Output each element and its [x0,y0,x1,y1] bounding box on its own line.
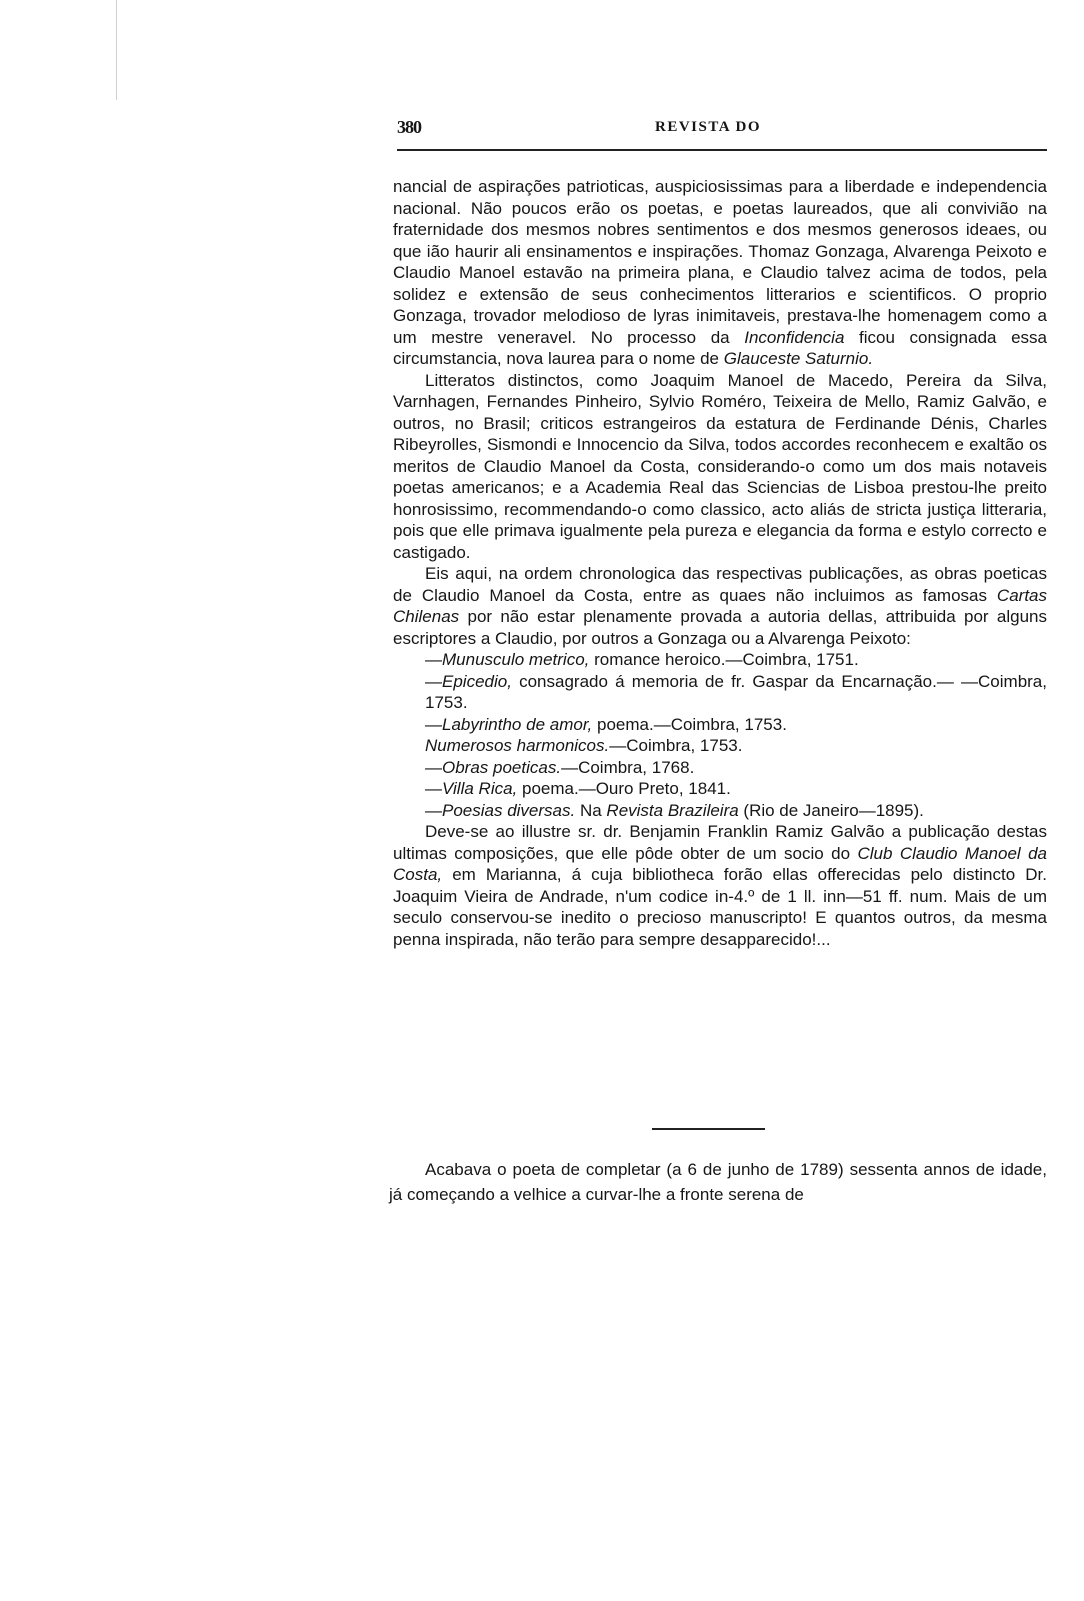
paragraph-1 [393,176,1047,370]
works-list-item [393,757,1047,779]
dash: — [425,800,442,820]
work-details: romance heroico.—Coimbra, 1751. [589,650,859,669]
works-list-item [393,735,1047,757]
works-list-item [393,671,1047,714]
paragraph-text: em Marianna, á cuja bibliotheca forão ellas offerecidas pelo distincto Dr. Joaquim Vieira de Andrade, n'um codice in-4.º de 1 ll. inn—51 ff. num. Mais de um seculo conservou-se inedito o precioso manuscripto! E quantos outros, da mesma penna inspirada, não terão para sempre desapparecido!... [393,865,1047,949]
paragraph-2: Litteratos distinctos, como Joaquim Manoel de Macedo, Pereira da Silva, Varnhagen, Fernandes Pinheiro, Sylvio Roméro, Teixeira de Mello, Ramiz Galvão, e outros, no Brasil; criticos estrangeiros da estatura de Ferdinande Dénis, Charles Ribeyrolles, Sismondi e Innocencio da Silva, todos accordes reconhecem e exaltão os meritos de Claudio Manoel da Costa, considerando-o como um dos mais notaveis poetas americanos; e a Academia Real das Sciencias de Lisboa prestou-lhe preito honrosissimo, recommendando-o como classico, acto aliás de stricta justiça litteraria, pois que elle primava igualmente pela pureza e elegancia da forma e estylo correcto e castigado. [393,370,1047,562]
header-rule [397,149,1047,151]
section-separator [652,1128,765,1130]
work-title: Villa Rica, [442,779,518,798]
page-header [397,115,1047,151]
dash: — [425,779,442,798]
page-edge-line [116,0,117,100]
work-details: consagrado á memoria de fr. Gaspar da Encarnação.— —Coimbra, 1753. [425,671,1047,712]
paragraph-text: Deve-se ao illustre sr. dr. Benjamin Franklin Ramiz Galvão a publicação destas ultimas composições, que elle pôde obter de um socio do [393,822,1047,863]
work-title: Labyrintho de amor, [442,714,593,734]
italic-term: Glauceste Saturnio. [723,349,874,368]
paragraph-text: nancial de aspirações patrioticas, auspiciosissimas para a liberdade e independencia nacional. Não poucos erão os poetas, e poetas laureados, que ali convivião na fraternidade dos mesmos nobres sentimentos e dos mesmos generosos ideaes, ou que ião haurir ali ensinamentos e inspirações. Thomaz Gonzaga, Alvarenga Peixoto e Claudio Manoel estavão na primeira plana, e Claudio talvez acima de todos, pela solidez e extensão de seus conhecimentos litterarios e scientificos. O proprio Gonzaga, trovador melodioso de lyras inimitaveis, prestava-lhe homenagem como a um mestre veneravel. No processo da [393,177,1047,347]
dash: — [425,650,442,669]
work-title: Munusculo metrico, [442,650,590,669]
work-title: Revista Brazileira [606,800,739,820]
work-details: (Rio de Janeiro—1895). [738,800,924,820]
italic-term: Inconfidencia [744,327,845,347]
body-text [393,176,1047,950]
dash: — [425,671,442,691]
work-details: poema.—Ouro Preto, 1841. [517,779,731,798]
works-list-item [393,714,1047,736]
works-list-item [393,800,1047,822]
work-title: Epicedio, [442,671,512,691]
works-list-item [393,778,1047,800]
paragraph-3 [393,563,1047,649]
running-title: REVISTA DO [655,119,761,135]
paragraph-text: Eis aqui, na ordem chronologica das respectivas publicações, as obras poeticas de Claudio Manoel da Costa, entre as quaes não incluimos as famosas [393,564,1047,605]
work-details: —Coimbra, 1753. [609,736,743,755]
work-details: Na [575,800,607,820]
dash: — [425,757,442,777]
next-section-text [389,1157,1047,1207]
works-list-item [393,649,1047,671]
paragraph-text: ficou consignada essa circumstancia, nova laurea para o nome de [393,327,1047,368]
work-title: Obras poeticas. [442,757,562,777]
paragraph-5: Acabava o poeta de completar (a 6 de junho de 1789) sessenta annos de idade, já começando a velhice a curvar-lhe a fronte serena de [389,1160,1047,1204]
italic-term: Club Claudio Manoel da Costa, [393,843,1047,884]
work-title: Poesias diversas. [442,800,576,820]
work-title: Numerosos harmonicos. [425,736,610,755]
italic-term: Cartas Chilenas [393,585,1047,626]
page-number: 380 [397,117,421,137]
work-details: —Coimbra, 1768. [561,757,695,777]
dash: — [425,714,442,734]
paragraph-text: por não estar plenamente provada a autoria dellas, attribuida por alguns escriptores a Claudio, por outros a Gonzaga ou a Alvarenga Peixoto: [393,607,1047,648]
work-details: poema.—Coimbra, 1753. [592,714,787,734]
paragraph-4 [393,821,1047,950]
